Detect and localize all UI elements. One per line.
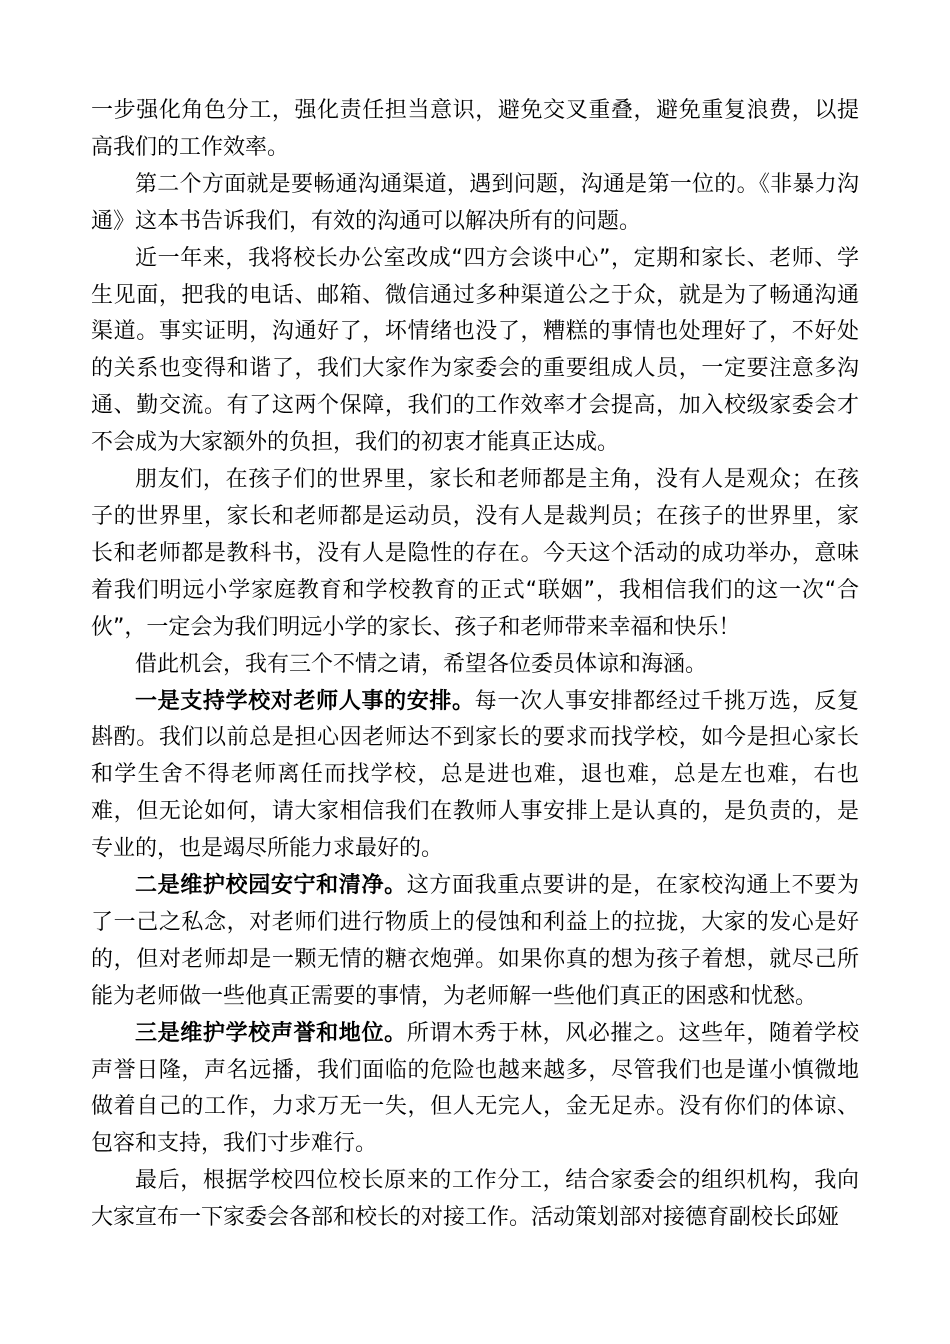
paragraph-8-text: 所谓木秀于林，风必摧之。这些年，随着学校声誉日隆，声名远播，我们面临的危险也越来越多，尽管我们也是谨小慎微地做着自己的工作，力求万无一失，但人无完人，金无足赤。没有你们的体谅、包容和支持，我们寸步难行。: [91, 1020, 859, 1157]
paragraph-1-text: 一步强化角色分工，强化责任担当意识，避免交叉重叠，避免重复浪费，以提高我们的工作效率。: [91, 98, 859, 160]
paragraph-1: [91, 93, 859, 167]
paragraph-7-lead: 二是维护校园安宁和清净。: [135, 873, 407, 899]
paragraph-4-text: 朋友们，在孩子们的世界里，家长和老师都是主角，没有人是观众；在孩子的世界里，家长和老师都是运动员，没有人是裁判员；在孩子的世界里，家长和老师都是教科书，没有人是隐性的存在。今天这个活动的成功举办，意味着我们明远小学家庭教育和学校教育的正式“联姻”，我相信我们的这一次“合伙”，一定会为我们明远小学的家长、孩子和老师带来幸福和快乐！: [91, 467, 859, 640]
paragraph-9: [91, 1163, 859, 1237]
paragraph-4: [91, 462, 859, 647]
paragraph-3: [91, 241, 859, 462]
paragraph-6: [91, 684, 859, 869]
paragraph-5: [91, 647, 859, 684]
paragraph-3-text: 近一年来，我将校长办公室改成“四方会谈中心”，定期和家长、老师、学生见面，把我的电话、邮箱、微信通过多种渠道公之于众，就是为了畅通沟通渠道。事实证明，沟通好了，坏情绪也没了，糟糕的事情也处理好了，不好处的关系也变得和谐了，我们大家作为家委会的重要组成人员，一定要注意多沟通、勤交流。有了这两个保障，我们的工作效率才会提高，加入校级家委会才不会成为大家额外的负担，我们的初衷才能真正达成。: [91, 245, 859, 456]
paragraph-8-lead: 三是维护学校声誉和地位。: [135, 1020, 407, 1046]
paragraph-8: [91, 1016, 859, 1164]
paragraph-7: [91, 868, 859, 1016]
paragraph-2: [91, 167, 859, 241]
paragraph-7-text: 这方面我重点要讲的是，在家校沟通上不要为了一己之私念，对老师们进行物质上的侵蚀和利益上的拉拢，大家的发心是好的，但对老师却是一颗无情的糖衣炮弹。如果你真的想为孩子着想，就尽己所能为老师做一些他真正需要的事情，为老师解一些他们真正的困惑和忧愁。: [91, 873, 859, 1009]
paragraph-6-lead: 一是支持学校对老师人事的安排。: [135, 688, 475, 714]
paragraph-2-text: 第二个方面就是要畅通沟通渠道，遇到问题，沟通是第一位的。《非暴力沟通》这本书告诉我们，有效的沟通可以解决所有的问题。: [91, 171, 859, 234]
paragraph-5-text: 借此机会，我有三个不情之请，希望各位委员体谅和海涵。: [135, 651, 708, 677]
document-body: [91, 93, 859, 1237]
paragraph-6-text: 每一次人事安排都经过千挑万选，反复斟酌。我们以前总是担心因老师达不到家长的要求而找学校，如今是担心家长和学生舍不得老师离任而找学校，总是进也难，退也难，总是左也难，右也难，但无论如何，请大家相信我们在教师人事安排上是认真的，是负责的，是专业的，也是竭尽所能力求最好的。: [91, 688, 859, 862]
paragraph-9-text: 最后，根据学校四位校长原来的工作分工，结合家委会的组织机构，我向大家宣布一下家委会各部和校长的对接工作。活动策划部对接德育副校长邱娅: [91, 1168, 859, 1231]
